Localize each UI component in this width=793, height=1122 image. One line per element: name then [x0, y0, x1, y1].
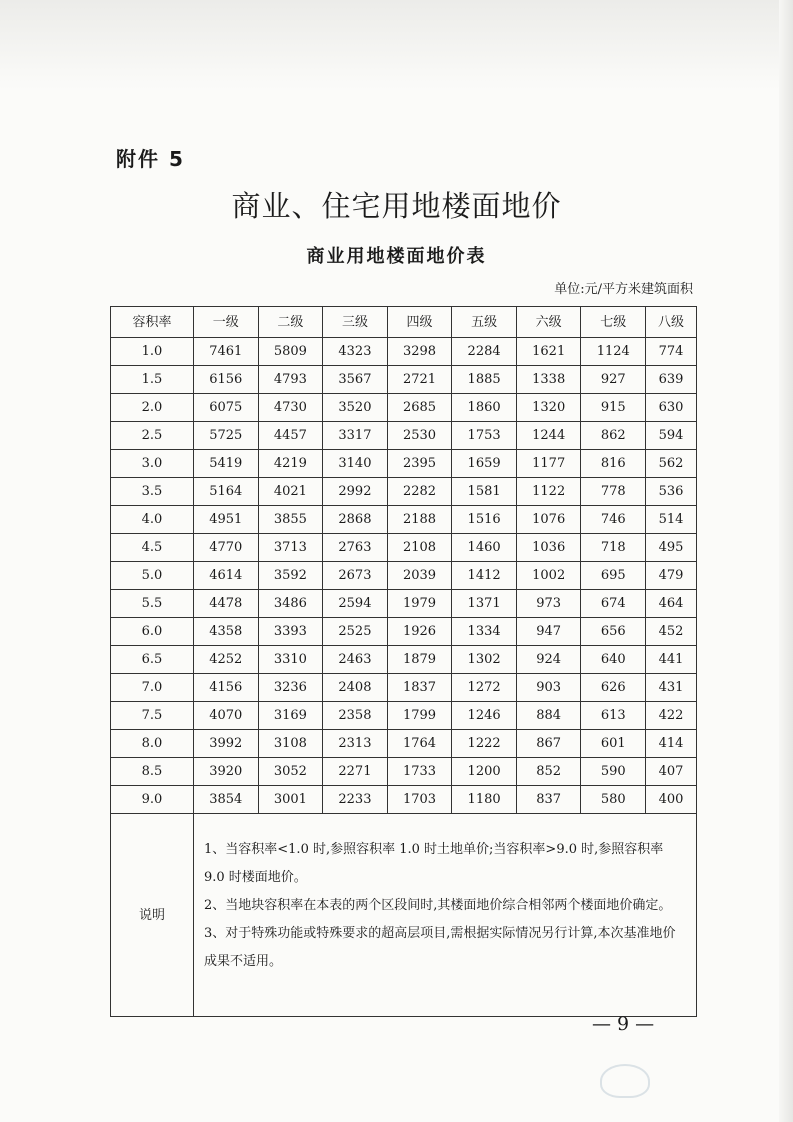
price-cell: 2282: [387, 478, 452, 506]
price-cell: 2188: [387, 506, 452, 534]
price-cell: 4770: [194, 534, 259, 562]
price-cell: 2358: [323, 702, 388, 730]
header-cell-grade-6: 六级: [516, 307, 581, 338]
price-cell: 4252: [194, 646, 259, 674]
price-cell: 3713: [258, 534, 323, 562]
price-cell: 5419: [194, 450, 259, 478]
price-cell: 1177: [516, 450, 581, 478]
price-cell: 590: [581, 758, 646, 786]
price-cell: 1581: [452, 478, 517, 506]
price-cell: 1222: [452, 730, 517, 758]
price-cell: 1412: [452, 562, 517, 590]
watermark-logo: [600, 1060, 780, 1112]
price-cell: 400: [646, 786, 697, 814]
price-cell: 2271: [323, 758, 388, 786]
price-cell: 1926: [387, 618, 452, 646]
header-cell-ratio: 容积率: [111, 307, 194, 338]
price-cell: 1733: [387, 758, 452, 786]
price-cell: 1180: [452, 786, 517, 814]
price-cell: 4021: [258, 478, 323, 506]
price-cell: 630: [646, 394, 697, 422]
table-row: [111, 786, 697, 814]
price-cell: 4730: [258, 394, 323, 422]
price-cell: 1860: [452, 394, 517, 422]
ratio-cell: 3.0: [111, 450, 194, 478]
price-cell: 884: [516, 702, 581, 730]
price-cell: 594: [646, 422, 697, 450]
price-cell: 1302: [452, 646, 517, 674]
price-cell: 6075: [194, 394, 259, 422]
price-cell: 1979: [387, 590, 452, 618]
ratio-cell: 7.5: [111, 702, 194, 730]
price-cell: 1460: [452, 534, 517, 562]
price-cell: 3317: [323, 422, 388, 450]
price-cell: 1272: [452, 674, 517, 702]
price-cell: 903: [516, 674, 581, 702]
table-row: [111, 674, 697, 702]
price-cell: 580: [581, 786, 646, 814]
ratio-cell: 5.0: [111, 562, 194, 590]
header-cell-grade-5: 五级: [452, 307, 517, 338]
price-cell: 613: [581, 702, 646, 730]
price-cell: 1703: [387, 786, 452, 814]
ratio-cell: 7.0: [111, 674, 194, 702]
price-cell: 5725: [194, 422, 259, 450]
table-row: [111, 562, 697, 590]
price-cell: 774: [646, 338, 697, 366]
price-cell: 2673: [323, 562, 388, 590]
price-cell: 695: [581, 562, 646, 590]
ratio-cell: 4.5: [111, 534, 194, 562]
price-cell: 5164: [194, 478, 259, 506]
price-cell: 1244: [516, 422, 581, 450]
ratio-cell: 6.0: [111, 618, 194, 646]
price-cell: 718: [581, 534, 646, 562]
price-cell: 3108: [258, 730, 323, 758]
price-cell: 422: [646, 702, 697, 730]
price-cell: 3140: [323, 450, 388, 478]
price-cell: 7461: [194, 338, 259, 366]
price-cell: 1036: [516, 534, 581, 562]
ratio-cell: 2.5: [111, 422, 194, 450]
price-cell: 924: [516, 646, 581, 674]
price-cell: 495: [646, 534, 697, 562]
ratio-cell: 2.0: [111, 394, 194, 422]
price-cell: 3920: [194, 758, 259, 786]
header-cell-grade-3: 三级: [323, 307, 388, 338]
page-number: — 9 —: [592, 1013, 655, 1035]
page-title: 商业、住宅用地楼面地价: [231, 189, 562, 223]
header-cell-grade-7: 七级: [581, 307, 646, 338]
price-cell: 2233: [323, 786, 388, 814]
table-title: 商业用地楼面地价表: [306, 246, 487, 267]
price-cell: 4793: [258, 366, 323, 394]
price-cell: 414: [646, 730, 697, 758]
table-row: [111, 758, 697, 786]
header-cell-grade-4: 四级: [387, 307, 452, 338]
price-cell: 2463: [323, 646, 388, 674]
price-cell: 3854: [194, 786, 259, 814]
scan-top-shadow: [0, 0, 793, 90]
attachment-label: 附件 5: [116, 147, 185, 171]
price-cell: 3992: [194, 730, 259, 758]
price-cell: 441: [646, 646, 697, 674]
price-cell: 746: [581, 506, 646, 534]
price-cell: 3169: [258, 702, 323, 730]
price-cell: 464: [646, 590, 697, 618]
price-cell: 2408: [323, 674, 388, 702]
price-cell: 2992: [323, 478, 388, 506]
price-cell: 915: [581, 394, 646, 422]
price-cell: 2763: [323, 534, 388, 562]
price-cell: 5809: [258, 338, 323, 366]
table-row: [111, 646, 697, 674]
price-cell: 1200: [452, 758, 517, 786]
header-cell-grade-8: 八级: [646, 307, 697, 338]
table-row: [111, 338, 697, 366]
watermark-emblem-icon: [600, 1064, 650, 1098]
price-cell: 3567: [323, 366, 388, 394]
price-cell: 816: [581, 450, 646, 478]
price-cell: 2108: [387, 534, 452, 562]
price-cell: 3236: [258, 674, 323, 702]
price-cell: 1246: [452, 702, 517, 730]
price-cell: 837: [516, 786, 581, 814]
table-row: [111, 450, 697, 478]
price-cell: 640: [581, 646, 646, 674]
price-cell: 407: [646, 758, 697, 786]
price-cell: 4457: [258, 422, 323, 450]
note-item: 3、对于特殊功能或特殊要求的超高层项目,需根据实际情况另行计算,本次基准地价成果不适用。: [204, 926, 676, 969]
price-cell: 479: [646, 562, 697, 590]
price-cell: 2530: [387, 422, 452, 450]
price-cell: 536: [646, 478, 697, 506]
price-cell: 862: [581, 422, 646, 450]
price-cell: 3486: [258, 590, 323, 618]
table-row: [111, 730, 697, 758]
scan-right-edge: [779, 0, 793, 1122]
price-cell: 2685: [387, 394, 452, 422]
price-cell: 674: [581, 590, 646, 618]
table-row: [111, 534, 697, 562]
price-cell: 431: [646, 674, 697, 702]
ratio-cell: 5.5: [111, 590, 194, 618]
price-cell: 867: [516, 730, 581, 758]
price-cell: 4156: [194, 674, 259, 702]
price-cell: 4358: [194, 618, 259, 646]
price-cell: 1659: [452, 450, 517, 478]
price-cell: 2284: [452, 338, 517, 366]
price-cell: 626: [581, 674, 646, 702]
price-cell: 1124: [581, 338, 646, 366]
price-cell: 3393: [258, 618, 323, 646]
price-cell: 4219: [258, 450, 323, 478]
price-cell: 1753: [452, 422, 517, 450]
table-row: [111, 590, 697, 618]
price-cell: 1338: [516, 366, 581, 394]
price-cell: 3052: [258, 758, 323, 786]
notes-label: 说明: [111, 814, 194, 1017]
price-cell: 4323: [323, 338, 388, 366]
price-cell: 3855: [258, 506, 323, 534]
table-header-row: [111, 307, 697, 338]
table-row: [111, 422, 697, 450]
price-cell: 3310: [258, 646, 323, 674]
table-body: [111, 338, 697, 814]
ratio-cell: 8.0: [111, 730, 194, 758]
ratio-cell: 3.5: [111, 478, 194, 506]
price-cell: 1002: [516, 562, 581, 590]
ratio-cell: 1.5: [111, 366, 194, 394]
price-cell: 1621: [516, 338, 581, 366]
price-cell: 4614: [194, 562, 259, 590]
table-row: [111, 506, 697, 534]
ratio-cell: 8.5: [111, 758, 194, 786]
price-cell: 2395: [387, 450, 452, 478]
price-cell: 514: [646, 506, 697, 534]
price-cell: 1334: [452, 618, 517, 646]
note-item: 1、当容积率<1.0 时,参照容积率 1.0 时土地单价;当容积率>9.0 时,参照容积率 9.0 时楼面地价。: [204, 842, 664, 885]
header-cell-grade-1: 一级: [194, 307, 259, 338]
unit-note: 单位:元/平方米建筑面积: [554, 282, 693, 297]
price-cell: 2039: [387, 562, 452, 590]
price-cell: 3001: [258, 786, 323, 814]
ratio-cell: 1.0: [111, 338, 194, 366]
table-row: [111, 366, 697, 394]
price-cell: 656: [581, 618, 646, 646]
notes-content: [194, 814, 697, 1017]
ratio-cell: 6.5: [111, 646, 194, 674]
header-cell-grade-2: 二级: [258, 307, 323, 338]
price-cell: 2313: [323, 730, 388, 758]
table-row: [111, 702, 697, 730]
price-cell: 778: [581, 478, 646, 506]
price-cell: 973: [516, 590, 581, 618]
table-row: [111, 478, 697, 506]
price-cell: 1371: [452, 590, 517, 618]
price-cell: 947: [516, 618, 581, 646]
price-cell: 4070: [194, 702, 259, 730]
price-cell: 4951: [194, 506, 259, 534]
ratio-cell: 4.0: [111, 506, 194, 534]
price-cell: 1799: [387, 702, 452, 730]
price-cell: 4478: [194, 590, 259, 618]
price-cell: 1764: [387, 730, 452, 758]
price-cell: 1885: [452, 366, 517, 394]
price-cell: 3298: [387, 338, 452, 366]
price-cell: 6156: [194, 366, 259, 394]
table-row: [111, 618, 697, 646]
price-cell: 1076: [516, 506, 581, 534]
price-cell: 2721: [387, 366, 452, 394]
notes-row: [111, 814, 697, 1017]
price-cell: 1320: [516, 394, 581, 422]
price-cell: 562: [646, 450, 697, 478]
note-item: 2、当地块容积率在本表的两个区段间时,其楼面地价综合相邻两个楼面地价确定。: [204, 898, 672, 913]
price-cell: 1837: [387, 674, 452, 702]
price-cell: 452: [646, 618, 697, 646]
price-cell: 1122: [516, 478, 581, 506]
price-cell: 3592: [258, 562, 323, 590]
price-cell: 639: [646, 366, 697, 394]
price-cell: 1879: [387, 646, 452, 674]
table-row: [111, 394, 697, 422]
price-cell: 3520: [323, 394, 388, 422]
price-cell: 2525: [323, 618, 388, 646]
price-cell: 927: [581, 366, 646, 394]
price-cell: 1516: [452, 506, 517, 534]
ratio-cell: 9.0: [111, 786, 194, 814]
price-cell: 601: [581, 730, 646, 758]
price-table: [110, 306, 697, 1017]
price-cell: 2594: [323, 590, 388, 618]
price-cell: 2868: [323, 506, 388, 534]
price-cell: 852: [516, 758, 581, 786]
